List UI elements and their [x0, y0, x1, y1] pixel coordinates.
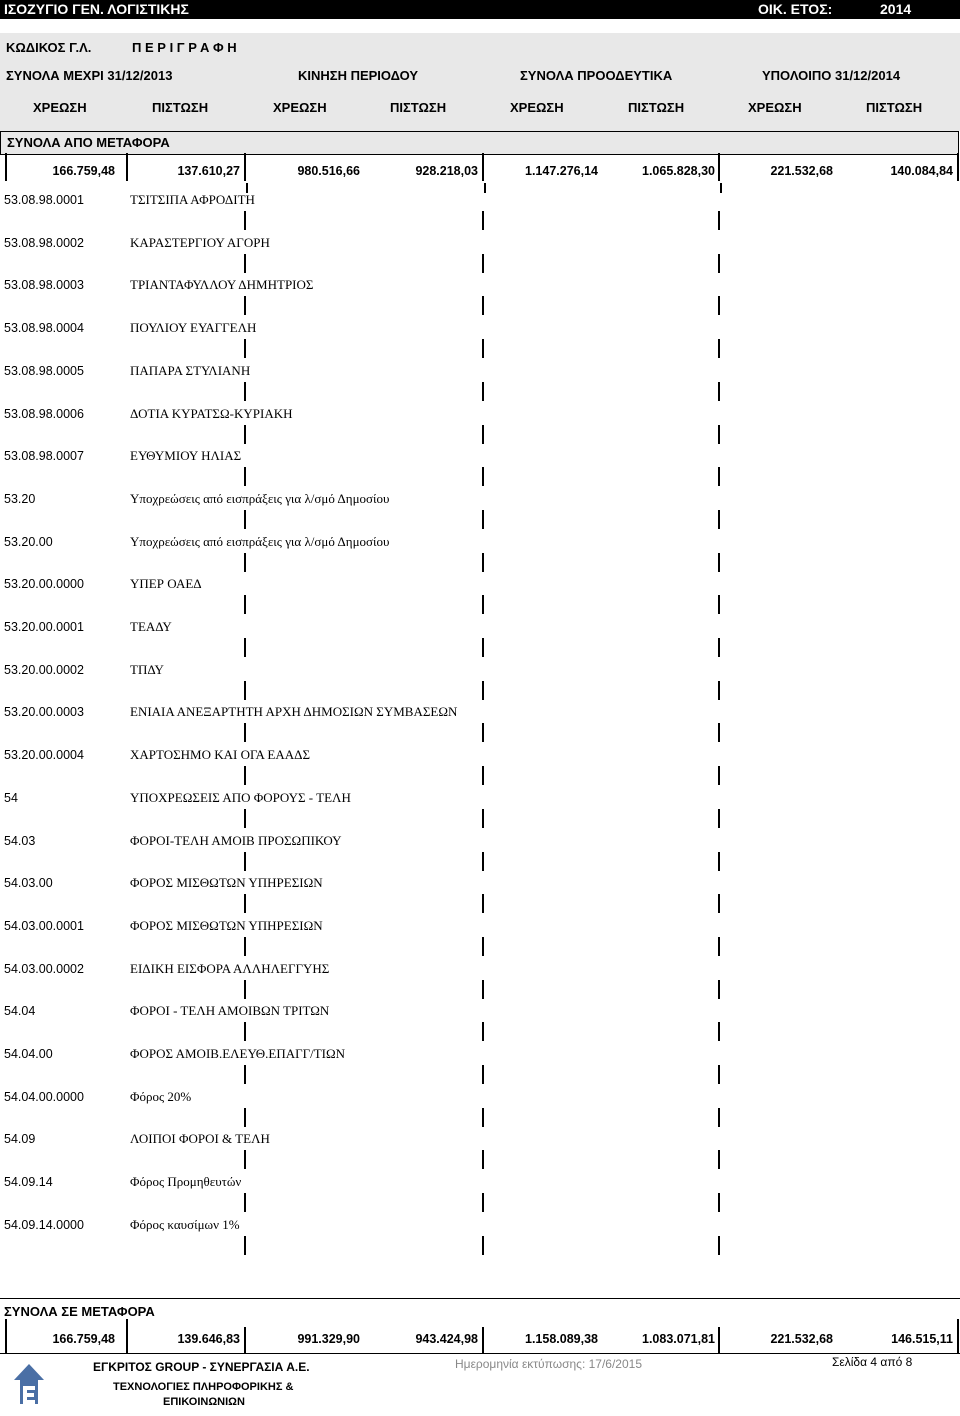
column-divider: [718, 638, 720, 657]
column-divider: [244, 1327, 246, 1354]
page-number: Σελίδα 4 από 8: [832, 1355, 913, 1369]
column-divider: [718, 809, 720, 828]
column-divider: [718, 937, 720, 956]
column-divider: [718, 1236, 720, 1255]
amount-cell: 139.646,83: [177, 1332, 240, 1346]
account-description: ΕΙΔΙΚΗ ΕΙΣΦΟΡΑ ΑΛΛΗΛΕΓΓΥΗΣ: [130, 960, 330, 976]
account-description: ΕΥΘΥΜΙΟΥ ΗΛΙΑΣ: [130, 448, 242, 464]
column-divider: [718, 1022, 720, 1041]
account-code: 53.20.00.0001: [4, 620, 84, 634]
column-divider: [718, 382, 720, 401]
account-code: 54.04: [4, 1004, 36, 1019]
column-divider: [126, 1319, 128, 1354]
column-divider: [482, 980, 484, 999]
column-divider: [244, 1236, 246, 1255]
column-divider: [482, 937, 484, 956]
column-divider: [957, 153, 959, 181]
company-logo-icon: [10, 1360, 48, 1408]
column-divider: [244, 254, 246, 273]
column-divider: [244, 894, 246, 913]
column-divider: [482, 1108, 484, 1127]
column-divider: [482, 1022, 484, 1041]
fiscal-year-label: ΟΙΚ. ΕΤΟΣ:: [758, 1, 833, 17]
account-description: ΤΠΔΥ: [130, 661, 164, 677]
totals-from-label-bar: [0, 131, 959, 155]
amount-cell: 980.516,66: [297, 164, 360, 178]
group-header-opening: ΣΥΝΟΛΑ ΜΕΧΡΙ 31/12/2013: [6, 68, 173, 83]
col-header: ΠΙΣΤΩΣΗ: [152, 100, 209, 115]
account-description: Υποχρεώσεις από εισπράξεις για λ/σμό Δημοσίου: [130, 490, 390, 506]
column-divider: [482, 1193, 484, 1212]
amount-cell: 1.083.071,81: [642, 1332, 715, 1346]
column-divider: [244, 296, 246, 315]
account-code: 53.08.98.0003: [4, 278, 84, 293]
column-divider: [718, 153, 720, 181]
column-divider: [244, 595, 246, 614]
amount-cell: 943.424,98: [415, 1332, 478, 1346]
column-divider: [244, 425, 246, 444]
column-divider: [126, 153, 128, 181]
column-divider: [718, 595, 720, 614]
column-divider: [718, 553, 720, 572]
account-description: ΧΑΡΤΟΣΗΜΟ ΚΑΙ ΟΓΑ ΕΑΑΔΣ: [130, 747, 311, 763]
account-code: 53.20.00.0003: [4, 705, 84, 720]
column-divider: [482, 425, 484, 444]
column-divider: [482, 894, 484, 913]
column-divider: [482, 553, 484, 572]
account-code: 54.09: [4, 1132, 36, 1147]
column-divider: [718, 510, 720, 529]
col-header: ΧΡΕΩΣΗ: [33, 100, 87, 115]
company-name: ΕΓΚΡΙΤΟΣ GROUP - ΣΥΝΕΡΓΑΣΙΑ Α.Ε.: [93, 1360, 310, 1374]
account-code: 54.03.00.0002: [4, 961, 84, 976]
account-code: 53.08.98.0006: [4, 406, 84, 421]
column-divider: [484, 183, 486, 193]
column-divider: [482, 595, 484, 614]
amount-cell: 1.158.089,38: [525, 1332, 598, 1346]
column-divider: [482, 1236, 484, 1255]
amount-cell: 1.065.828,30: [642, 164, 715, 178]
column-divider: [482, 638, 484, 657]
account-code: 53.20.00.0002: [4, 662, 84, 677]
group-header-period: ΚΙΝΗΣΗ ΠΕΡΙΟΔΟΥ: [298, 68, 419, 83]
column-divider: [482, 153, 484, 181]
column-divider: [244, 1150, 246, 1169]
amount-cell: 140.084,84: [890, 164, 953, 178]
column-divider: [718, 425, 720, 444]
column-divider: [482, 339, 484, 358]
account-code: 53.08.98.0004: [4, 321, 84, 336]
column-divider: [482, 1327, 484, 1354]
column-divider: [718, 894, 720, 913]
column-divider: [482, 296, 484, 315]
column-divider: [718, 766, 720, 785]
print-date: Ημερομηνία εκτύπωσης: 17/6/2015: [455, 1357, 643, 1371]
column-divider: [482, 809, 484, 828]
column-divider: [482, 681, 484, 700]
column-divider: [244, 1108, 246, 1127]
account-code: 53.20.00.0004: [4, 748, 84, 763]
col-header: ΧΡΕΩΣΗ: [273, 100, 327, 115]
account-description: ΦΟΡΟΙ - ΤΕΛΗ ΑΜΟΙΒΩΝ ΤΡΙΤΩΝ: [130, 1003, 330, 1019]
account-description: ΦΟΡΟΣ ΜΙΣΘΩΤΩΝ ΥΠΗΡΕΣΙΩΝ: [130, 917, 323, 933]
account-description: ΥΠΟΧΡΕΩΣΕΙΣ ΑΠΟ ΦΟΡΟΥΣ - ΤΕΛΗ: [130, 789, 351, 805]
account-code: 53.08.98.0002: [4, 235, 84, 250]
column-divider: [482, 382, 484, 401]
column-divider: [718, 1327, 720, 1354]
col-header: ΠΙΣΤΩΣΗ: [628, 100, 685, 115]
account-description: ΛΟΙΠΟΙ ΦΟΡΟΙ & ΤΕΛΗ: [130, 1131, 270, 1147]
account-description: ΤΡΙΑΝΤΑΦΥΛΛΟΥ ΔΗΜΗΤΡΙΟΣ: [130, 277, 314, 293]
account-description: ΔΟΤΙΑ ΚΥΡΑΤΣΩ-ΚΥΡΙΑΚΗ: [130, 405, 293, 421]
column-divider: [244, 1065, 246, 1084]
col-header: ΠΙΣΤΩΣΗ: [866, 100, 923, 115]
column-divider: [482, 467, 484, 486]
account-code: 53.08.98.0001: [4, 193, 84, 207]
code-column-header: ΚΩΔΙΚΟΣ Γ.Λ.: [6, 40, 92, 55]
account-description: Φόρος 20%: [130, 1088, 192, 1104]
col-header: ΧΡΕΩΣΗ: [748, 100, 802, 115]
column-divider: [718, 254, 720, 273]
account-code: 53.20.00.0000: [4, 577, 84, 592]
column-divider: [482, 510, 484, 529]
column-divider: [244, 766, 246, 785]
column-divider: [244, 1193, 246, 1212]
totals-to-section: [0, 1298, 960, 1354]
column-divider: [244, 638, 246, 657]
column-divider: [482, 1150, 484, 1169]
column-divider: [244, 1022, 246, 1041]
account-description: ΕΝΙΑΙΑ ΑΝΕΞΑΡΤΗΤΗ ΑΡΧΗ ΔΗΜΟΣΙΩΝ ΣΥΜΒΑΣΕΩΝ: [130, 704, 458, 720]
table-header: [0, 33, 960, 131]
account-code: 53.08.98.0005: [4, 363, 84, 378]
column-divider: [718, 1108, 720, 1127]
col-header: ΠΙΣΤΩΣΗ: [390, 100, 447, 115]
amount-cell: 146.515,11: [891, 1332, 953, 1346]
column-divider: [5, 153, 7, 181]
account-description: ΦΟΡΟΣ ΑΜΟΙΒ.ΕΛΕΥΘ.ΕΠΑΓΓ/ΤΙΩΝ: [130, 1046, 346, 1061]
column-divider: [244, 553, 246, 572]
column-divider: [482, 766, 484, 785]
account-description: ΚΑΡΑΣΤΕΡΓΙΟΥ ΑΓΟΡΗ: [130, 234, 270, 250]
account-description: Υποχρεώσεις από εισπράξεις για λ/σμό Δημοσίου: [130, 533, 390, 549]
report-title: ΙΣΟΖΥΓΙΟ ΓΕΝ. ΛΟΓΙΣΤΙΚΗΣ: [4, 1, 189, 17]
account-description: ΤΣΙΤΣΙΠΑ ΑΦΡΟΔΙΤΗ: [130, 192, 255, 207]
column-divider: [244, 153, 246, 181]
account-description: ΤΕΑΔΥ: [130, 619, 172, 634]
column-divider: [244, 980, 246, 999]
column-divider: [482, 211, 484, 230]
account-description: ΦΟΡΟΙ-ΤΕΛΗ ΑΜΟΙΒ ΠΡΟΣΩΠΙΚΟΥ: [130, 832, 342, 848]
account-code: 53.08.98.0007: [4, 449, 84, 464]
column-divider: [720, 183, 722, 193]
column-divider: [718, 1065, 720, 1084]
amount-cell: 928.218,03: [415, 164, 478, 178]
column-divider: [5, 1319, 7, 1354]
column-divider: [957, 1319, 959, 1354]
amount-cell: 991.329,90: [297, 1332, 360, 1346]
group-header-progressive: ΣΥΝΟΛΑ ΠΡΟΟΔΕΥΤΙΚΑ: [520, 68, 673, 83]
column-divider: [244, 467, 246, 486]
column-divider: [718, 339, 720, 358]
fiscal-year-value: 2014: [880, 1, 912, 17]
account-code: 53.20: [4, 491, 36, 506]
description-column-header: Π Ε Ρ Ι Γ Ρ Α Φ Η: [132, 40, 237, 55]
account-description: Φόρος Προμηθευτών: [130, 1174, 242, 1190]
column-divider: [244, 937, 246, 956]
totals-to-label: ΣΥΝΟΛΑ ΣΕ ΜΕΤΑΦΟΡΑ: [4, 1304, 155, 1319]
column-divider: [718, 852, 720, 871]
column-divider: [244, 211, 246, 230]
company-subtitle-1: ΤΕΧΝΟΛΟΓΙΕΣ ΠΛΗΡΟΦΟΡΙΚΗΣ &: [113, 1381, 294, 1393]
column-divider: [244, 681, 246, 700]
column-divider: [482, 723, 484, 742]
account-description: ΠΟΥΛΙΟΥ ΕΥΑΓΓΕΛΗ: [130, 320, 257, 336]
column-divider: [718, 296, 720, 315]
column-divider: [482, 1065, 484, 1084]
column-divider: [718, 723, 720, 742]
totals-from-label: ΣΥΝΟΛΑ ΑΠΟ ΜΕΤΑΦΟΡΑ: [7, 135, 170, 150]
column-divider: [718, 1150, 720, 1169]
page-footer: [0, 1353, 960, 1416]
col-header: ΧΡΕΩΣΗ: [510, 100, 564, 115]
group-header-balance: ΥΠΟΛΟΙΠΟ 31/12/2014: [762, 68, 901, 83]
account-code: 54.03: [4, 833, 36, 848]
column-divider: [244, 809, 246, 828]
account-description: ΦΟΡΟΣ ΜΙΣΘΩΤΩΝ ΥΠΗΡΕΣΙΩΝ: [130, 875, 323, 891]
account-code: 54.03.00.0001: [4, 918, 84, 933]
amount-cell: 166.759,48: [52, 164, 115, 178]
account-code: 54.04.00.0000: [4, 1089, 84, 1104]
column-divider: [718, 1193, 720, 1212]
column-divider: [718, 211, 720, 230]
amount-cell: 137.610,27: [177, 164, 240, 178]
title-bar: [0, 0, 960, 19]
account-description: Φόρος καυσίμων 1%: [130, 1216, 240, 1232]
account-code: 54.09.14: [4, 1175, 53, 1190]
amount-cell: 1.147.276,14: [525, 164, 598, 178]
column-divider: [244, 382, 246, 401]
amount-cell: 221.532,68: [770, 164, 833, 178]
column-divider: [482, 254, 484, 273]
column-divider: [244, 510, 246, 529]
column-divider: [718, 980, 720, 999]
column-divider: [482, 852, 484, 871]
amount-cell: 166.759,48: [52, 1332, 115, 1346]
account-code: 54.04.00: [4, 1047, 53, 1061]
account-code: 54.09.14.0000: [4, 1217, 84, 1232]
account-code: 54: [4, 790, 18, 805]
company-subtitle-2: ΕΠΙΚΟΙΝΩΝΙΩΝ: [163, 1396, 245, 1408]
account-code: 54.03.00: [4, 876, 53, 891]
column-divider: [718, 681, 720, 700]
account-description: ΥΠΕΡ ΟΑΕΔ: [130, 576, 202, 592]
column-divider: [244, 723, 246, 742]
column-divider: [718, 467, 720, 486]
column-divider: [244, 852, 246, 871]
column-divider: [244, 339, 246, 358]
amount-cell: 221.532,68: [770, 1332, 833, 1346]
account-description: ΠΑΠΑΡΑ ΣΤΥΛΙΑΝΗ: [130, 362, 251, 378]
account-code: 53.20.00: [4, 534, 53, 549]
